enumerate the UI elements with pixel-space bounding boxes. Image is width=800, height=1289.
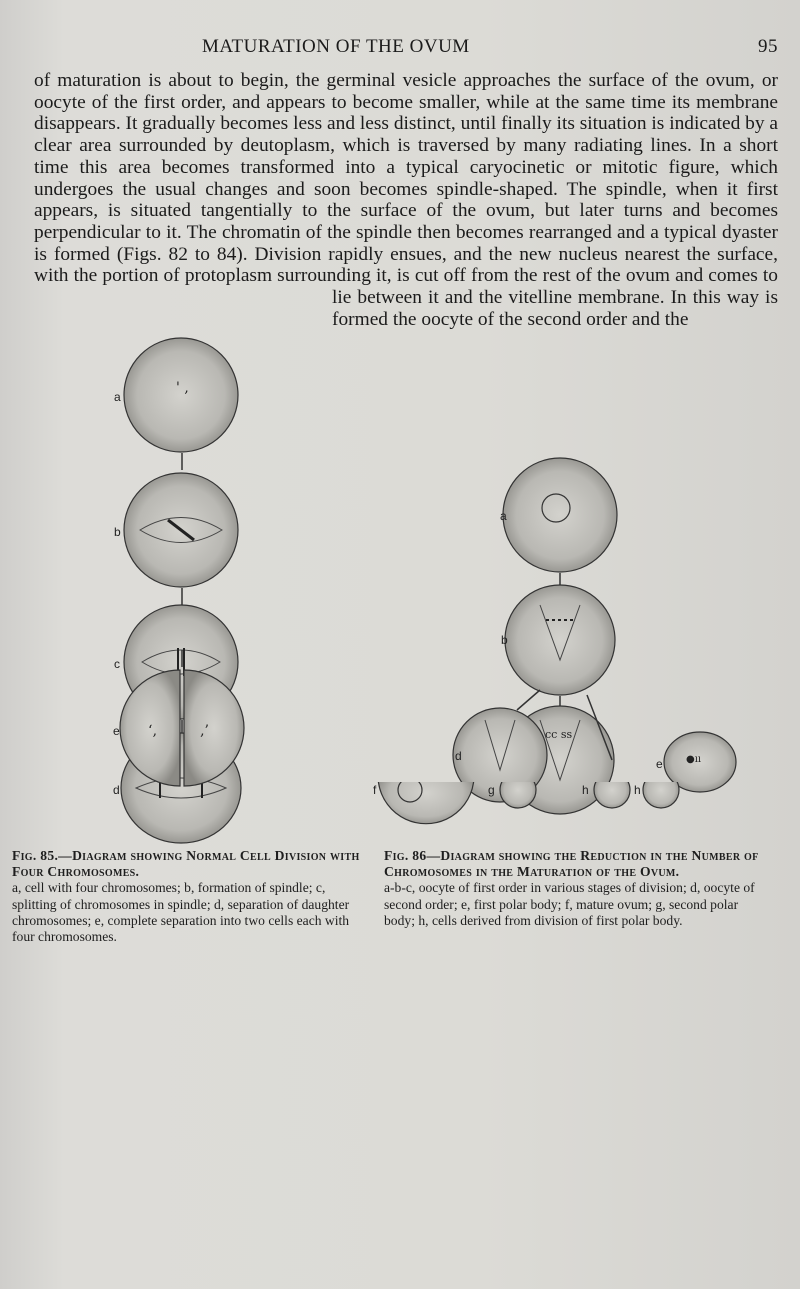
fig86-label-f: f [373, 783, 377, 797]
figures-bottom-row [360, 782, 800, 852]
fig86-caption-body: a-b-c, oocyte of first order in various stages of division; d, oocyte of second order; e, first polar body; f, mature ovum; g, second polar body; h, cells derived from division of first polar body. [384, 880, 755, 928]
fig86-label-e: e [656, 757, 663, 771]
fig86-cell-a [500, 458, 617, 572]
svg-text:‚’: ‚’ [200, 723, 209, 739]
fig85-label-b: b [114, 525, 121, 539]
fig86-caption-title: —Diagram showing the Reduction in the Number of Chromosomes in the Maturation of the Ovum. [384, 848, 759, 880]
fig86-label-d: d [455, 749, 462, 763]
fig85-label-c: c [114, 657, 120, 671]
fig86-label-a: a [500, 509, 507, 523]
running-head [34, 36, 778, 62]
svg-text:cc ss: cc ss [545, 728, 573, 741]
fig85-caption-number: Fig. 85. [12, 848, 59, 863]
svg-text:' ‚: ' ‚ [176, 380, 189, 396]
fig86-cell-h-1 [582, 782, 630, 808]
fig85-label-a: a [114, 390, 121, 404]
fig86-cell-f [373, 782, 474, 824]
svg-text:●ıı: ●ıı [686, 754, 702, 765]
fig86-cell-h-2 [634, 782, 679, 808]
fig86-label-g: g [488, 783, 495, 797]
fig85-label-e: e [113, 724, 120, 738]
fig86-label-h1: h [582, 783, 589, 797]
fig85-label-d: d [113, 783, 120, 797]
fig86-label-h2: h [634, 783, 641, 797]
figure-86-caption [384, 848, 764, 929]
fig85-caption-body: a, cell with four chromosomes; b, formation of spindle; c, splitting of chromosomes in spindle; d, separation of daughter chromosomes; e, complete separation into two cells each with four chromosomes. [12, 880, 350, 945]
fig86-label-b: b [501, 633, 508, 647]
svg-text:‘‚: ‘‚ [148, 723, 157, 739]
fig85-cell-b [114, 473, 238, 587]
fig85-caption-title: —Diagram showing Normal Cell Division with Four Chromosomes. [12, 848, 360, 880]
paragraph-text: of maturation is about to begin, the germinal vesicle approaches the surface of the ovum, or oocyte of the first order, and appears to become smaller, while at the same time its membrane disappears. It gradually becomes less and less distinct, until finally its situation is indicated by a clear area surrounded by deutoplasm, which is traversed by many radiating lines. In a short time this area becomes transformed into a typical caryocinetic or mitotic figure, which undergoes the usual changes and soon becomes spindle-shaped. The spindle, when it first appears, is situated tangentially to the surface of the ovum, but later turns and becomes perpendicular to it. The chromatin of the spindle then becomes rearranged and a typical dyaster is formed (Figs. 82 to 84). Division rapidly ensues, and the new nucleus nearest the surface, with the portion of protoplasm surrounding it, is cut off from the rest of the ovum and comes to lie between it and the vitelline membrane. In this way is formed the oocyte of the second order and the [34, 70, 778, 330]
body-paragraph [34, 70, 778, 330]
chapter-title: MATURATION OF THE OVUM [202, 36, 470, 57]
fig85-cell-e [113, 650, 244, 786]
page-number: 95 [758, 36, 778, 57]
fig86-cell-g [488, 782, 536, 808]
fig86-caption-number: Fig. 86 [384, 848, 427, 863]
fig85-cell-a [114, 338, 238, 452]
figure-85-caption [12, 848, 362, 945]
